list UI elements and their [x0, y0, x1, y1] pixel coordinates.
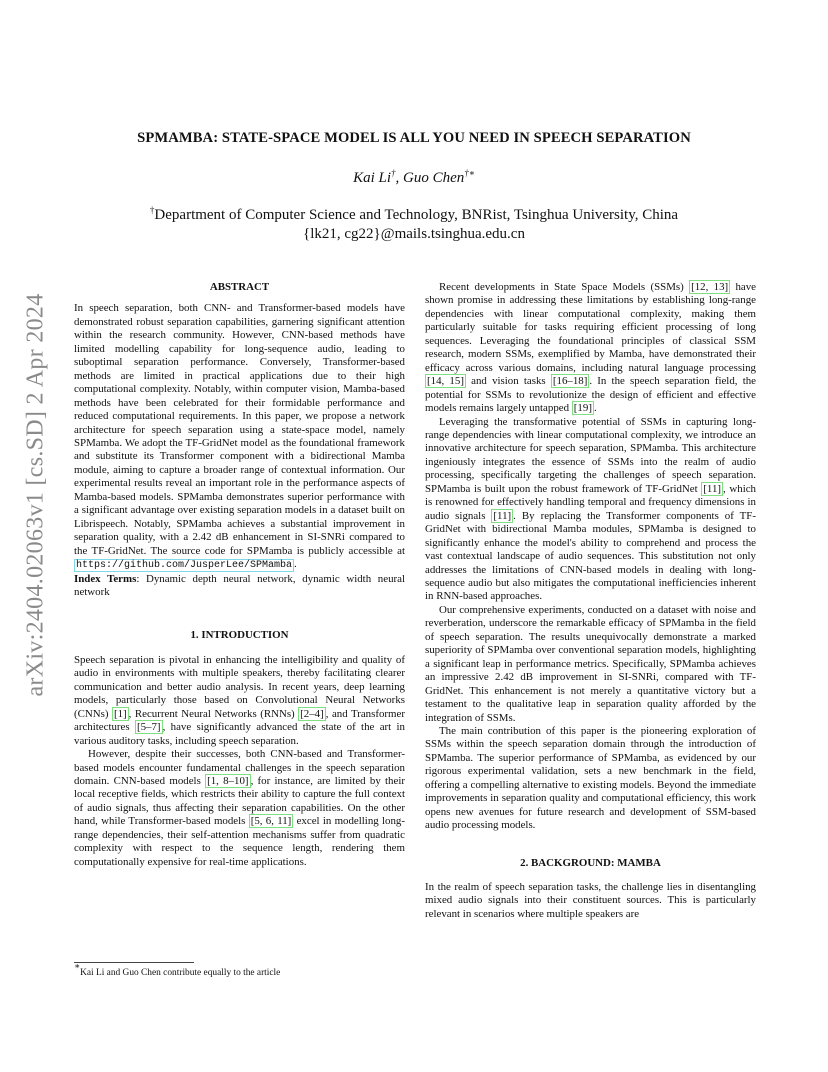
- author-mark: †∗: [464, 168, 475, 178]
- affiliation-email: {lk21, cg22}@mails.tsinghua.edu.cn: [303, 226, 525, 242]
- left-column: [74, 281, 405, 869]
- footnote-divider: [74, 962, 194, 963]
- author-name: Kai Li: [353, 170, 392, 186]
- footnote-mark: ∗: [74, 961, 81, 971]
- citation-link[interactable]: [19]: [573, 402, 592, 415]
- citation-link[interactable]: [1, 8–10]: [207, 774, 249, 787]
- citation-link[interactable]: [12, 13]: [691, 281, 729, 293]
- affiliation-mark: †: [149, 205, 155, 215]
- affiliation: [74, 206, 754, 244]
- section-heading-introduction: 1. INTRODUCTION: [190, 629, 289, 642]
- body-paragraph: In the realm of speech separation tasks, the challenge lies in disentangling mixed audio signals into their constituent sources. This is particularly relevant in scenarios where multiple speakers are: [425, 881, 756, 920]
- citation-link[interactable]: [1]: [113, 707, 127, 720]
- intro-paragraph: Speech separation is pivotal in enhancing the intelligibility and quality of audio in environments with multiple speakers, thereby facilitating clearer communication and better audio analysis. In recent years, deep learning models, particularly those based on Convolutional Neural Networks (CNNs) [1] , Recurrent Neural Networks (RNNs) [2–4] , and Transformer architectures [5–7] , have significantly advanced the state of the art in various auditory tasks, including speech separation.: [74, 653, 405, 747]
- body-paragraph: The main contribution of this paper is the pioneering exploration of SSMs within the speech separation domain through the introduction of SPMamba. The superior performance of SPMamba, as evidenced by our rigorous experimental validation, sets a new benchmark in the field, offering a compelling alternative to existing models. Beyond the immediate improvements in separation quality and computational efficiency, this work opens new avenues for future research and development of SSM-based audio processing models.: [425, 724, 756, 832]
- author-separator: ,: [395, 170, 404, 186]
- body-paragraph: Our comprehensive experiments, conducted on a dataset with noise and reverberation, underscore the remarkable efficacy of SPMamba in the field of speech separation. The results unequivocally demonstrate a marked superiority of SPMamba over conventional separation models, highlighting a significant leap in performance metrics. Specifically, SPMamba achieves an impressive 2.42 dB improvement in SI-SNRi, compared with TF-GridNet. This enhancement is not merely a quantitative victory but a testament to the qualitative leap in separation quality afforded by the integration of SSMs.: [425, 603, 756, 724]
- arxiv-sidebar: [22, 290, 50, 700]
- citation-link[interactable]: [14, 15]: [427, 375, 464, 388]
- author-name: Guo Chen: [403, 170, 465, 186]
- right-column: [425, 281, 756, 921]
- source-code-link[interactable]: https://github.com/JusperLee/SPMamba: [76, 560, 293, 572]
- body-paragraph: Recent developments in State Space Models (SSMs) [12, 13] have shown promise in addressing these limitations by establishing long-range dependencies with linear computational complexity, making them particularly suitable for tasks requiring efficient processing of long sequences. Leveraging the foundational principles of classical SSM research, modern SSMs, exemplified by Mamba, have demonstrated their efficacy across various domains, including natural language processing [14, 15] and vision tasks [16–18] . In the speech separation field, the potential for SSMs to revolutionize the design of efficient and effective models remains largely untapped [19] .: [425, 281, 757, 415]
- index-terms: Index Terms: Dynamic depth neural network, dynamic width neural network: [74, 572, 405, 598]
- footnote: [74, 961, 405, 979]
- citation-link[interactable]: [11]: [493, 509, 512, 522]
- footnote-text: Kai Li and Guo Chen contribute equally to the article: [80, 968, 281, 978]
- abstract-heading: ABSTRACT: [209, 281, 270, 293]
- abstract-body: In speech separation, both CNN- and Transformer-based models have demonstrated robust separation capabilities, garnering significant attention within the research community. However, CNN-based methods have limited modelling capability for long-sequence audio, leading to suboptimal separation performance. Conversely, Transformer-based methods are limited in practical applications due to their high computational complexity. Notably, within computer vision, Mamba-based methods have been celebrated for their formidable performance and reduced computational requirements. In this paper, we propose a network architecture for speech separation using a state-space model, namely SPMamba. We adopt the TF-GridNet model as the foundational framework and substitute its Transformer component with a bidirectional Mamba module, aiming to capture a broader range of contextual information. Our experimental results reveal an important role in the performance aspects of Mamba-based models. SPMamba demonstrates superior performance with a significant advantage over existing separation models in a dataset built on Librispeech. Notably, SPMamba achieves a substantial improvement in separation quality, with a 2.42 dB enhancement in SI-SNRi compared to the TF-GridNet. The source code for SPMamba is publicly accessible at https://github.com/JusperLee/SPMamba .: [74, 302, 405, 572]
- body-paragraph: Leveraging the transformative potential of SSMs in capturing long-range dependencies with linear computational complexity, we introduce an innovative architecture for speech separation, SPMamba. This architecture ingeniously integrates the essence of SSMs into the realm of audio processing, specifically targeting the challenges of speech separation. SPMamba is built upon the robust framework of TF-GridNet [11] , which is renowned for effectively handling temporal and frequency dimensions in audio signals [11] . By replacing the Transformer components of TF-GridNet with bidirectional Mamba modules, SPMamba is designed to significantly enhance the model's ability to comprehend and process the vast contextual landscape of audio sequences. This substitution not only addresses the limitations of CNN-based models in dealing with long-sequence audio but also mitigates the computational inefficiencies inherent in RNN-based approaches.: [425, 415, 756, 603]
- citation-link[interactable]: [2–4]: [300, 707, 324, 720]
- citation-link[interactable]: [16–18]: [552, 375, 588, 388]
- arxiv-identifier: arXiv:2404.02063v1 [cs.SD] 2 Apr 2024: [22, 293, 49, 697]
- paper-title: SPMAMBA: STATE-SPACE MODEL IS ALL YOU NEED IN SPEECH SEPARATION: [137, 130, 691, 146]
- citation-link[interactable]: [5, 6, 11]: [250, 815, 292, 828]
- citation-link[interactable]: [11]: [703, 482, 722, 495]
- author-list: [74, 170, 754, 187]
- citation-link[interactable]: [5–7]: [136, 721, 161, 734]
- affiliation-line: Department of Computer Science and Technology, BNRist, Tsinghua University, China: [154, 207, 679, 223]
- author-mark: †: [391, 168, 396, 178]
- index-terms-label: Index Terms: [74, 572, 137, 585]
- section-heading-background: 2. BACKGROUND: MAMBA: [520, 856, 661, 869]
- intro-paragraph: However, despite their successes, both CNN-based and Transformer-based models encounter fundamental challenges in the speech separation domain. CNN-based models [1, 8–10] , for instance, are limited by their local receptive fields, which restricts their ability to capture the full context of audio signals, thus affecting their separation capabilities. On the other hand, while Transformer-based models [5, 6, 11] excel in modelling long-range dependencies, their self-attention mechanisms suffer from quadratic complexity with respect to the sequence length, rendering them computationally expensive for real-time applications.: [74, 748, 405, 868]
